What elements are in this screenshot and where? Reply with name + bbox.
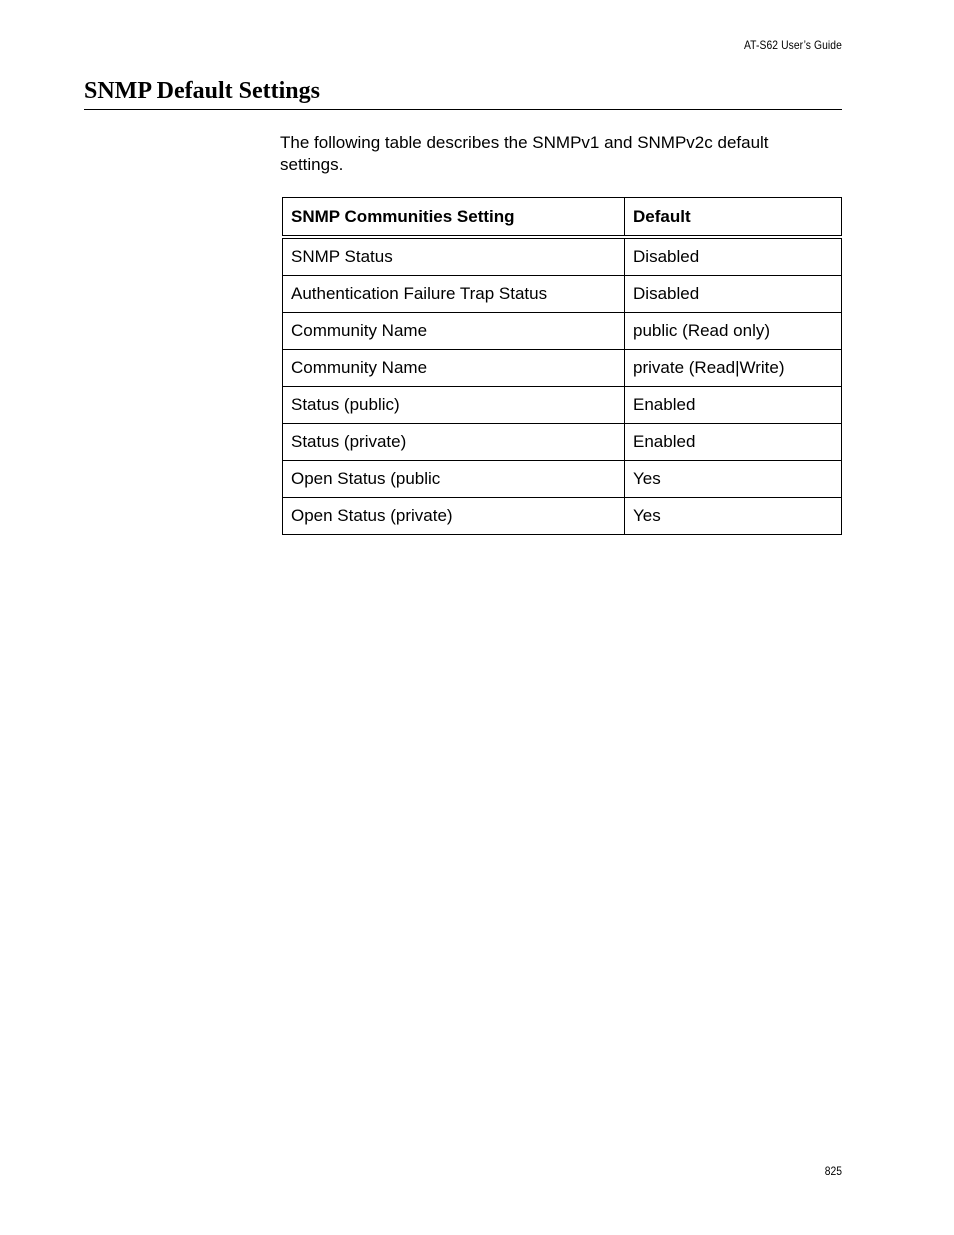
setting-cell: Status (public) bbox=[283, 387, 625, 424]
header-setting: SNMP Communities Setting bbox=[283, 198, 625, 238]
section-title: SNMP Default Settings bbox=[84, 78, 320, 104]
setting-cell: Authentication Failure Trap Status bbox=[283, 276, 625, 313]
default-cell: Disabled bbox=[625, 276, 842, 313]
default-cell: Yes bbox=[625, 498, 842, 535]
setting-cell: SNMP Status bbox=[283, 237, 625, 276]
table-row bbox=[283, 276, 842, 313]
default-cell: Yes bbox=[625, 461, 842, 498]
setting-cell: Status (private) bbox=[283, 424, 625, 461]
table-row bbox=[283, 313, 842, 350]
default-cell: public (Read only) bbox=[625, 313, 842, 350]
default-cell: Enabled bbox=[625, 387, 842, 424]
snmp-defaults-table bbox=[282, 197, 842, 535]
setting-cell: Community Name bbox=[283, 350, 625, 387]
setting-cell: Community Name bbox=[283, 313, 625, 350]
table-row bbox=[283, 387, 842, 424]
setting-cell: Open Status (private) bbox=[283, 498, 625, 535]
table-row bbox=[283, 350, 842, 387]
default-cell: Disabled bbox=[625, 237, 842, 276]
header-default: Default bbox=[625, 198, 842, 238]
title-rule bbox=[84, 109, 842, 110]
table-row bbox=[283, 237, 842, 276]
default-cell: Enabled bbox=[625, 424, 842, 461]
table-row bbox=[283, 498, 842, 535]
setting-cell: Open Status (public bbox=[283, 461, 625, 498]
running-header: AT-S62 User’s Guide bbox=[744, 38, 842, 52]
table-row bbox=[283, 461, 842, 498]
table-row bbox=[283, 424, 842, 461]
page-number: 825 bbox=[824, 1164, 842, 1178]
default-cell: private (Read|Write) bbox=[625, 350, 842, 387]
table-header-row bbox=[283, 198, 842, 238]
intro-paragraph: The following table describes the SNMPv1 and SNMPv2c default settings. bbox=[280, 133, 769, 174]
